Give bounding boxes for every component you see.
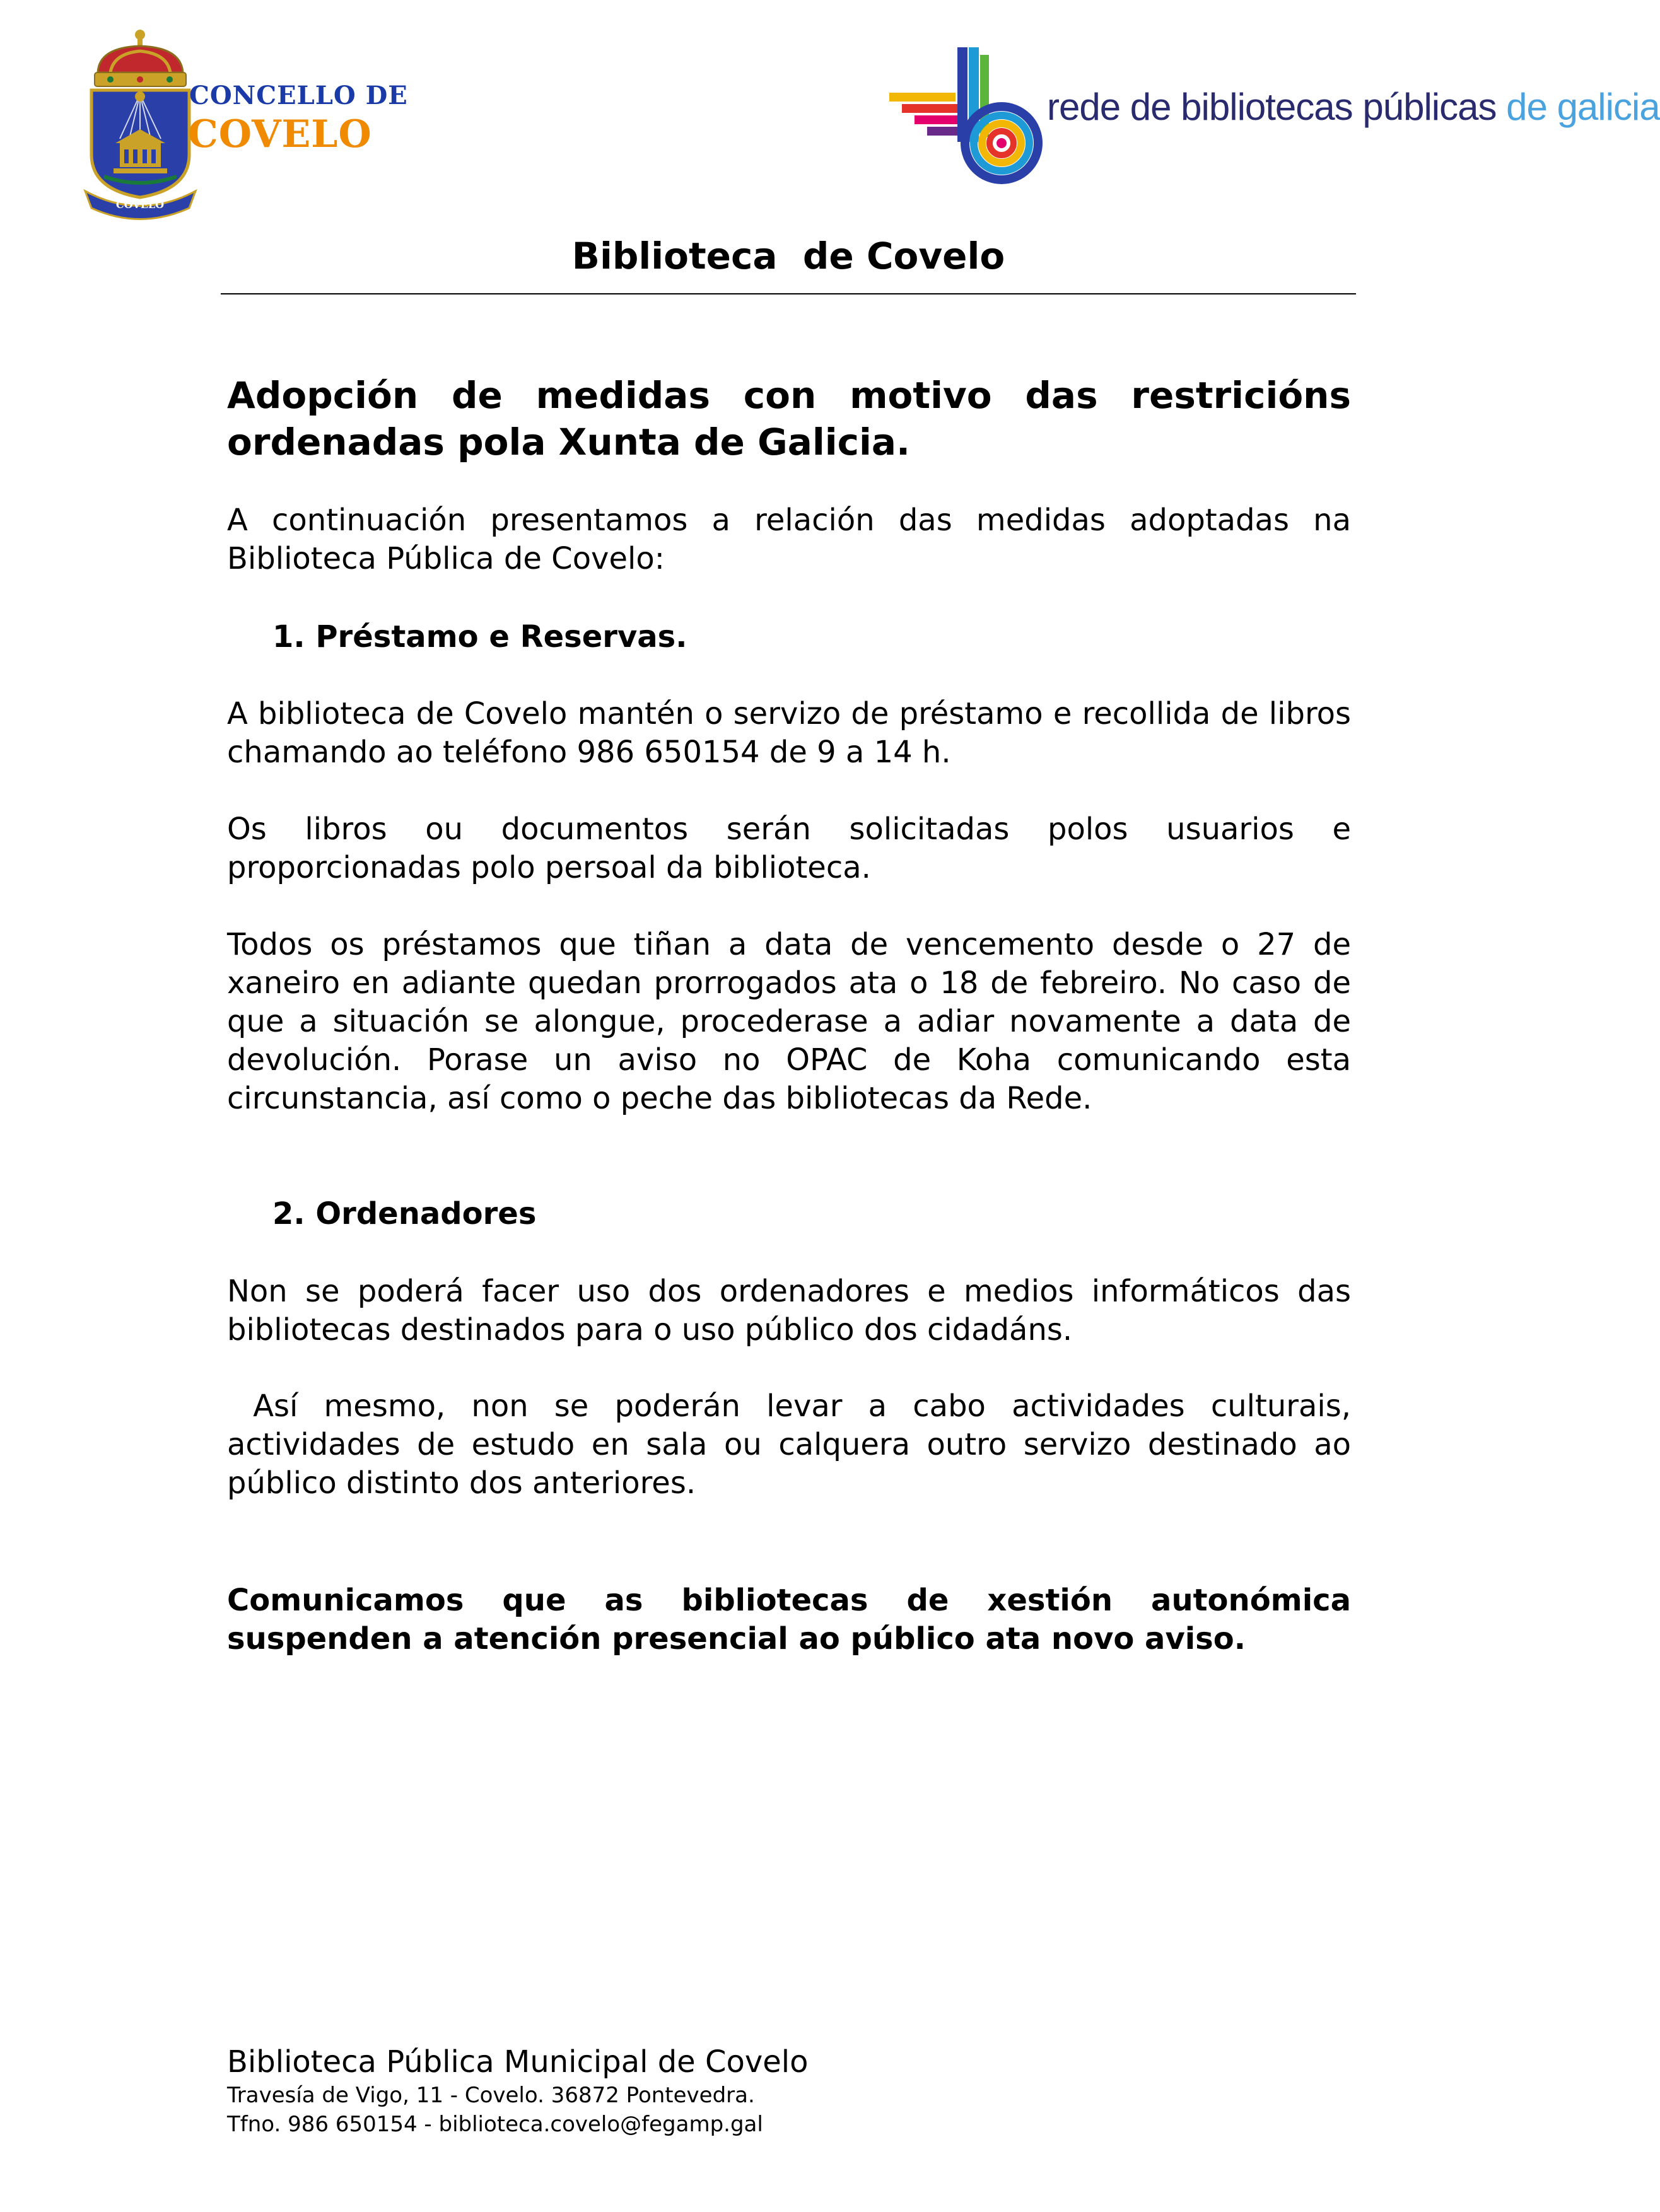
footer <box>227 2043 809 2139</box>
municipality-name-line1: CONCELLO DE <box>189 81 408 110</box>
footer-contact: Tfno. 986 650154 - biblioteca.covelo@fegamp.gal <box>227 2112 763 2137</box>
section-2-paragraph-2: Así mesmo, non se poderán levar a cabo actividades culturais, actividades de estudo en sala ou calquera outro servizo destinado ao público distinto dos anteriores. <box>227 1388 1361 1501</box>
section-2-paragraph-1: Non se poderá facer uso dos ordenadores e medios informáticos das bibliotecas destinados para o uso público dos cidadáns. <box>227 1274 1351 1348</box>
library-network-logo-icon <box>889 47 1041 186</box>
ribbon-text: COVELO <box>115 199 165 211</box>
document-header-title: Biblioteca de Covelo <box>571 235 1005 277</box>
section-2-title: 2. Ordenadores <box>272 1196 537 1231</box>
closing-notice: Comunicamos que as bibliotecas de xestión autonómica suspenden a atención presencial ao público ata novo aviso. <box>227 1583 1351 1656</box>
network-text-dark: rede de bibliotecas públicas <box>1047 86 1497 128</box>
section-1-paragraph-2: Os libros ou documentos serán solicitadas polos usuarios e proporcionadas polo persoal da biblioteca. <box>227 812 1351 885</box>
section-1-paragraph-3: Todos os préstamos que tiñan a data de vencemento desde o 27 de xaneiro en adiante quedan prorrogados ata o 18 de febreiro. No caso de que a situación se alongue, procederase a adiar novamente a data de devolución. Porase un aviso no OPAC de Koha comunicando esta circunstancia, así como o peche das bibliotecas da Rede. <box>227 927 1351 1116</box>
network-text-light: de galicia <box>1506 86 1660 128</box>
section-1-title: 1. Préstamo e Reservas. <box>272 619 687 655</box>
coat-of-arms-logo <box>85 28 196 216</box>
footer-library-name: Biblioteca Pública Municipal de Covelo <box>227 2044 809 2080</box>
intro-paragraph: A continuación presentamos a relación das medidas adoptadas na Biblioteca Pública de Covelo: <box>227 503 1351 576</box>
footer-address: Travesía de Vigo, 11 - Covelo. 36872 Pontevedra. <box>227 2083 755 2108</box>
library-network-logo-text <box>1047 85 1660 129</box>
main-heading: Adopción de medidas con motivo das restricións ordenadas pola Xunta de Galicia. <box>227 374 1351 463</box>
section-1-paragraph-1: A biblioteca de Covelo mantén o servizo de préstamo e recollida de libros chamando ao teléfono 986 650154 de 9 a 14 h. <box>227 696 1351 770</box>
municipality-name-line2: COVELO <box>188 112 372 156</box>
header-divider <box>221 293 1356 294</box>
